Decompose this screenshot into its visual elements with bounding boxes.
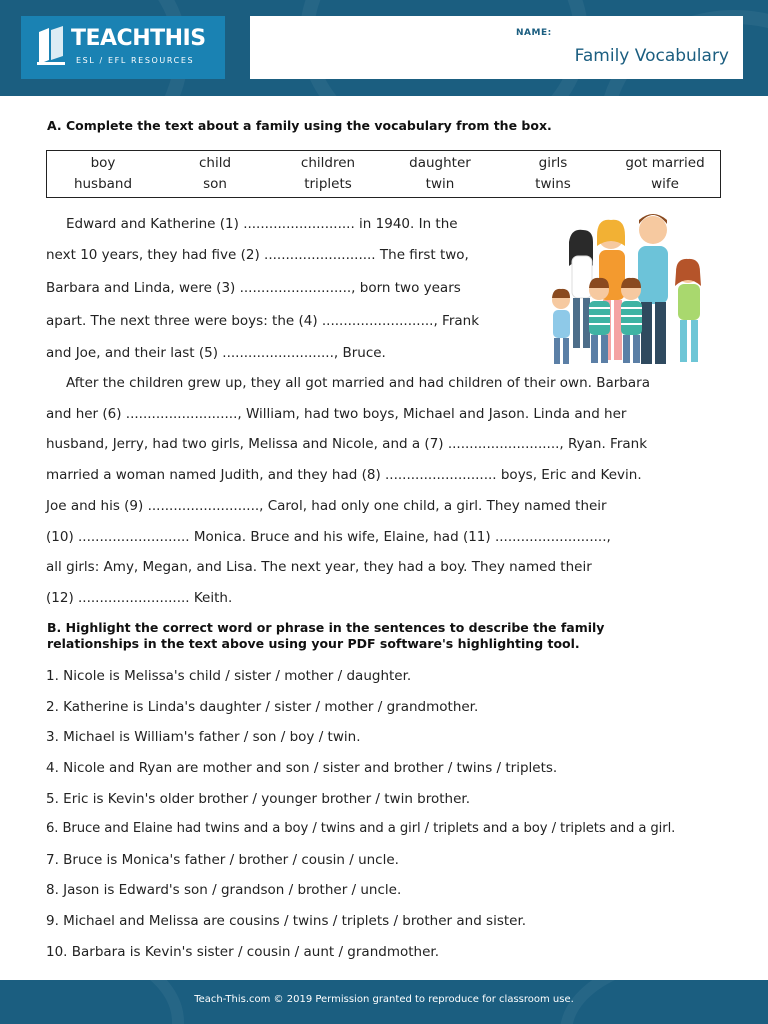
logo-subtitle: ESL / EFL RESOURCES — [76, 56, 195, 65]
vocab-row — [47, 176, 722, 196]
family-illustration — [543, 206, 713, 372]
story-line: and her (6) .........................., William, had two boys, Michael and Jason. Linda and her — [46, 406, 627, 422]
vocab-word: twins — [535, 176, 571, 192]
vocab-word: triplets — [304, 176, 352, 192]
story-line: next 10 years, they had five (2) .......................... The first two, — [46, 247, 469, 263]
vocab-word: wife — [651, 176, 679, 192]
story-line: (10) .......................... Monica. Bruce and his wife, Elaine, had (11) .........................., — [46, 529, 611, 545]
vocab-row — [47, 155, 722, 175]
story-line: married a woman named Judith, and they had (8) .......................... boys, Eric and Kevin. — [46, 467, 642, 483]
vocab-word: daughter — [409, 155, 471, 171]
question-item: 10. Barbara is Kevin's sister / cousin / aunt / grandmother. — [46, 944, 439, 960]
vocab-word: child — [198, 155, 232, 171]
book-icon — [35, 26, 69, 66]
vocab-word: husband — [73, 176, 133, 192]
section-a-heading: A. Complete the text about a family using the vocabulary from the box. — [47, 118, 552, 133]
logo-title: TEACHTHIS — [71, 26, 206, 51]
vocab-word: girls — [538, 155, 568, 171]
question-item: 2. Katherine is Linda's daughter / sister / mother / grandmother. — [46, 699, 479, 715]
story-line: apart. The next three were boys: the (4) .........................., Frank — [46, 313, 480, 329]
story-line: After the children grew up, they all got married and had children of their own. Barbara — [66, 375, 650, 391]
title-box — [250, 16, 743, 79]
question-item: 1. Nicole is Melissa's child / sister / mother / daughter. — [46, 668, 412, 684]
question-item: 9. Michael and Melissa are cousins / twins / triplets / brother and sister. — [46, 913, 527, 929]
story-line: and Joe, and their last (5) .........................., Bruce. — [46, 345, 386, 361]
section-b-heading: relationships in the text above using your PDF software's highlighting tool. — [47, 636, 580, 651]
question-item: 7. Bruce is Monica's father / brother / cousin / uncle. — [46, 852, 399, 868]
question-item: 8. Jason is Edward's son / grandson / brother / uncle. — [46, 882, 402, 898]
story-line: Barbara and Linda, were (3) .........................., born two years — [46, 280, 461, 296]
story-line: all girls: Amy, Megan, and Lisa. The next year, they had a boy. They named their — [46, 559, 592, 575]
vocabulary-box — [46, 150, 721, 198]
page-header — [0, 0, 768, 96]
story-line: (12) .......................... Keith. — [46, 590, 233, 606]
vocab-word: boy — [90, 155, 116, 171]
question-item: 4. Nicole and Ryan are mother and son / sister and brother / twins / triplets. — [46, 760, 558, 776]
vocab-word: got married — [625, 155, 705, 171]
teachthis-logo — [21, 16, 225, 79]
vocab-word: son — [203, 176, 227, 192]
page-footer — [0, 980, 768, 1024]
story-line: Joe and his (9) .........................., Carol, had only one child, a girl. They named their — [46, 498, 607, 514]
question-item: 6. Bruce and Elaine had twins and a boy / twins and a girl / triplets and a boy / triplets and a girl. — [46, 821, 676, 836]
vocab-word: children — [300, 155, 356, 171]
footer-copyright: Teach-This.com © 2019 Permission granted to reproduce for classroom use. — [194, 994, 574, 1005]
page-title: Family Vocabulary — [574, 46, 729, 66]
question-item: 5. Eric is Kevin's older brother / younger brother / twin brother. — [46, 791, 471, 807]
story-line: husband, Jerry, had two girls, Melissa and Nicole, and a (7) .........................., Ryan. Frank — [46, 436, 648, 452]
question-item: 3. Michael is William's father / son / boy / twin. — [46, 729, 361, 745]
name-label: NAME: — [516, 28, 552, 38]
section-b-heading: B. Highlight the correct word or phrase in the sentences to describe the family — [47, 620, 605, 635]
vocab-word: twin — [425, 176, 455, 192]
story-line: Edward and Katherine (1) .......................... in 1940. In the — [66, 216, 458, 232]
